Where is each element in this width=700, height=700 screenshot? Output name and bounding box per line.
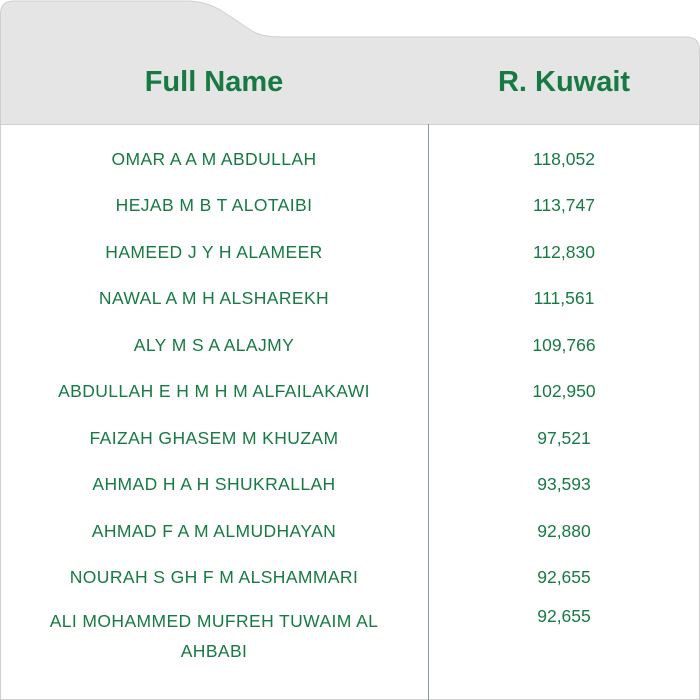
name-cell: AHMAD H A H SHUKRALLAH [92,474,336,495]
name-cell: HAMEED J Y H ALAMEER [105,241,323,262]
table-header [0,40,700,125]
table-row [0,183,700,230]
table-row [0,555,700,602]
table-row [0,369,700,416]
value-cell: 102,950 [532,381,596,402]
value-cell: 118,052 [533,148,595,169]
kuwait-header: R. Kuwait [497,66,631,98]
table-row [0,508,700,555]
name-cell: ALY M S A ALAJMY [133,334,295,355]
name-cell: AHMAD F A M ALMUDHAYAN [91,520,337,541]
table-body [0,136,700,666]
value-cell: 93,593 [537,474,591,495]
value-cell: 111,561 [533,288,595,309]
full-name-header: Full Name [144,66,284,98]
name-cell: ABDULLAH E H M H M ALFAILAKAWI [58,381,370,402]
name-cell: ALI MOHAMMED MUFREH TUWAIM AL AHBABI [49,611,379,661]
value-cell: 112,830 [533,241,595,262]
table-row [0,601,700,666]
table-row [0,462,700,509]
value-cell: 97,521 [537,427,591,448]
name-cell: FAIZAH GHASEM M KHUZAM [89,427,339,448]
table-row [0,322,700,369]
name-cell: OMAR A A M ABDULLAH [111,148,317,169]
value-cell: 92,880 [537,520,591,541]
value-cell: 92,655 [537,606,591,626]
table-row [0,415,700,462]
name-cell: HEJAB M B T ALOTAIBI [115,195,313,216]
value-cell: 109,766 [532,334,596,355]
value-cell: 113,747 [533,195,595,216]
name-cell: NAWAL A M H ALSHAREKH [98,288,330,309]
table-row [0,136,700,183]
name-cell: NOURAH S GH F M ALSHAMMARI [69,567,359,588]
table-row [0,229,700,276]
table-row [0,276,700,323]
value-cell: 92,655 [537,567,591,588]
